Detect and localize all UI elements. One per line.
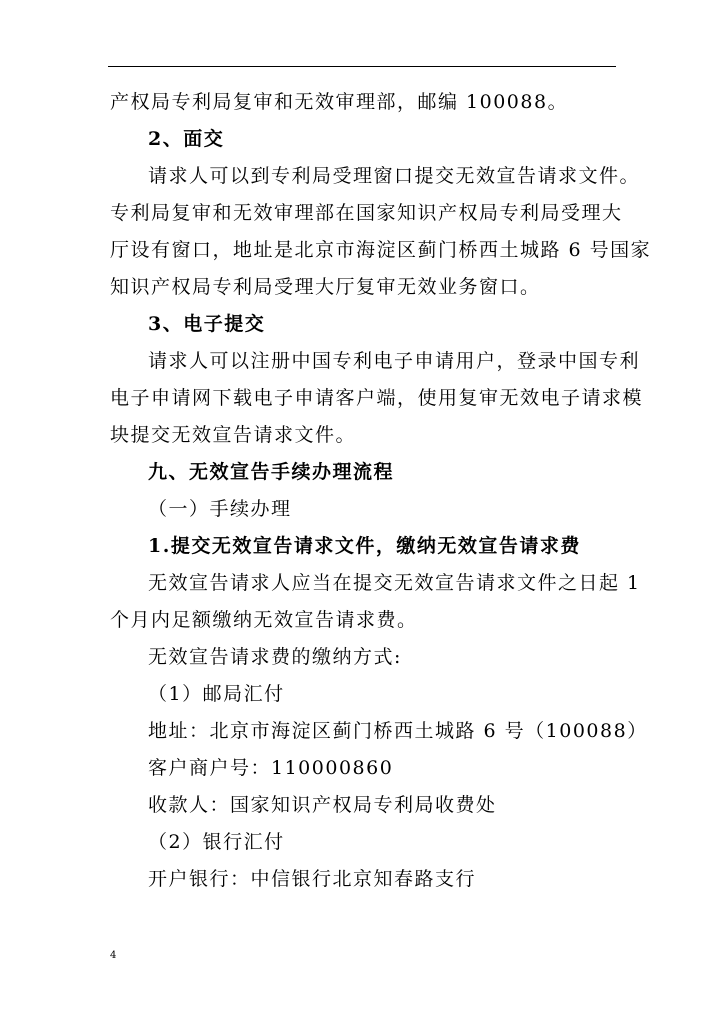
text-line: 无效宣告请求人应当在提交无效宣告请求文件之日起 1 [148, 572, 641, 594]
text-line: 块提交无效宣告请求文件。 [110, 424, 357, 446]
payment-method-heading: （1）邮局汇付 [148, 683, 285, 705]
step-heading: 1.提交无效宣告请求文件，缴纳无效宣告请求费 [148, 535, 581, 557]
text-line: 个月内足额缴纳无效宣告请求费。 [110, 609, 418, 631]
address-line: 地址：北京市海淀区蓟门桥西土城路 6 号（100088） [148, 720, 648, 742]
text-line: 厅设有窗口，地址是北京市海淀区蓟门桥西土城路 6 号国家 [110, 239, 652, 261]
payment-method-heading: （2）银行汇付 [148, 831, 285, 853]
section-heading: 2、面交 [148, 128, 225, 150]
bank-line: 开户银行：中信银行北京知春路支行 [148, 868, 477, 890]
section-heading: 3、电子提交 [148, 313, 266, 335]
document-body [110, 84, 652, 898]
text-line: 产权局专利局复审和无效审理部，邮编 100088。 [110, 91, 569, 113]
text-line: 知识产权局专利局受理大厅复审无效业务窗口。 [110, 276, 541, 298]
payee-line: 收款人：国家知识产权局专利局收费处 [148, 794, 497, 816]
header-rule [108, 66, 616, 67]
subsection-heading: （一）手续办理 [148, 498, 292, 520]
text-line: 电子申请网下载电子申请客户端，使用复审无效电子请求模 [110, 387, 644, 409]
merchant-number-line: 客户商户号：110000860 [148, 757, 394, 779]
text-line: 专利局复审和无效审理部在国家知识产权局专利局受理大 [110, 202, 623, 224]
text-line: 请求人可以注册中国专利电子申请用户，登录中国专利 [148, 350, 641, 372]
page-number: 4 [110, 950, 117, 961]
text-line: 无效宣告请求费的缴纳方式: [148, 646, 402, 668]
chapter-heading: 九、无效宣告手续办理流程 [148, 461, 395, 483]
text-line: 请求人可以到专利局受理窗口提交无效宣告请求文件。 [148, 165, 641, 187]
